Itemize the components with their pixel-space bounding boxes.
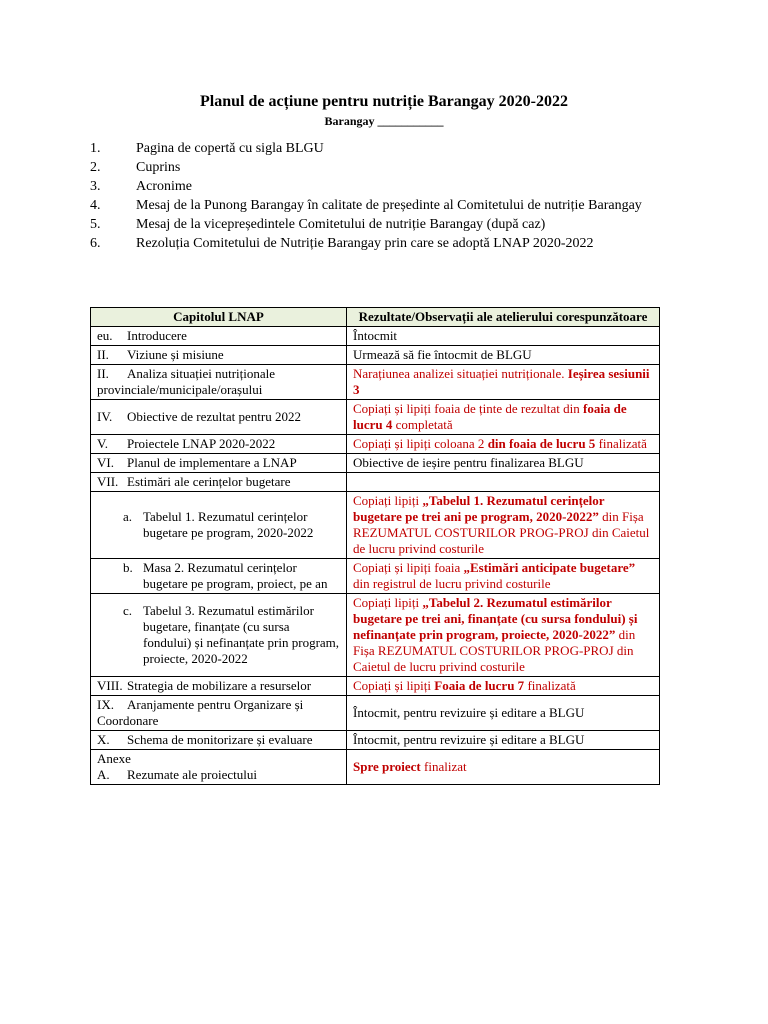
list-number: 2.	[90, 160, 101, 175]
list-number: 4.	[90, 198, 101, 213]
result-text: Copiați lipiți	[353, 493, 423, 508]
list-text: Cuprins	[136, 160, 181, 175]
list-text: Mesaj de la vicepreședintele Comitetului de nutriție Barangay (după caz)	[136, 217, 546, 232]
row-number: VIII.	[97, 678, 123, 693]
result-text: finalizată	[524, 678, 576, 693]
table-row	[91, 677, 660, 696]
result-emphasis: foaia de lucru 4	[353, 401, 627, 432]
column-header-chapter: Capitolul LNAP	[91, 308, 347, 327]
list-number: 1.	[90, 141, 101, 156]
lnap-table	[90, 307, 660, 785]
chapter-label: Strategia de mobilizare a resurselor	[127, 678, 312, 693]
row-number: II.	[97, 366, 109, 381]
chapter-label: Viziune și misiune	[127, 347, 224, 362]
list-text: Mesaj de la Punong Barangay în calitate de președinte al Comitetului de nutriție Barangay	[136, 198, 642, 213]
result-cell: Întocmit, pentru revizuire și editare a BLGU	[347, 696, 660, 731]
result-emphasis: „Tabelul 1. Rezumatul cerințelor bugetare pe trei ani pe program, 2020-2022”	[353, 493, 605, 524]
list-text: Acronime	[136, 179, 192, 194]
table-row	[91, 346, 660, 365]
result-cell	[347, 677, 660, 696]
chapter-cell	[91, 696, 347, 731]
document-title: Planul de acțiune pentru nutriție Barangay 2020-2022	[199, 93, 568, 110]
chapter-cell	[91, 400, 347, 435]
result-text: Copiați lipiți	[353, 595, 423, 610]
subitem-letter: c.	[123, 603, 133, 618]
table-header-row	[91, 308, 660, 327]
result-text: Copiați și lipiți coloana 2	[353, 436, 488, 451]
result-cell	[347, 435, 660, 454]
document-subtitle: Barangay ___________	[324, 114, 444, 128]
result-text: Copiați și lipiți foaia	[353, 560, 464, 575]
result-text: din Fișa REZUMATUL COSTURILOR PROG-PROJ din Caietul de lucru privind costurile	[353, 627, 636, 674]
subitem	[97, 509, 340, 541]
chapter-label: Tabelul 3. Rezumatul estimărilor bugetare, finanțate (cu sursa fondului) și nefinanțate prin program, proiecte, 2020-2022	[143, 603, 340, 666]
table-row	[91, 365, 660, 400]
result-text: Copiați și lipiți foaia de ținte de rezultat din	[353, 401, 583, 416]
result-emphasis: „Tabelul 2. Rezumatul estimărilor bugetare pe trei ani, finanțate (cu sursa fondului) și nefinanțate prin program, proiecte, 2020-2022”	[353, 595, 638, 642]
chapter-label: Masa 2. Rezumatul cerințelor bugetare pe program, proiect, pe an	[143, 560, 328, 591]
result-text: finalizat	[420, 759, 467, 774]
table-row	[91, 473, 660, 492]
list-number: 3.	[90, 179, 101, 194]
list-item	[90, 215, 650, 234]
row-number: IX.	[97, 697, 114, 712]
chapter-label: Estimări ale cerințelor bugetare	[127, 474, 291, 489]
table-row	[91, 435, 660, 454]
row-number: V.	[97, 436, 108, 451]
result-emphasis: Foaia de lucru 7	[434, 678, 525, 693]
list-item	[90, 234, 650, 253]
result-text: completată	[392, 417, 453, 432]
chapter-label: Introducere	[127, 328, 187, 343]
row-number: IV.	[97, 409, 113, 424]
table-row	[91, 327, 660, 346]
list-item	[90, 177, 650, 196]
row-number: VI.	[97, 455, 114, 470]
chapter-cell	[91, 454, 347, 473]
chapter-cell	[91, 346, 347, 365]
column-header-results: Rezultate/Observații ale atelierului corespunzătoare	[347, 308, 660, 327]
list-item	[90, 158, 650, 177]
list-number: 5.	[90, 217, 101, 232]
row-number: eu.	[97, 328, 113, 343]
chapter-cell	[91, 492, 347, 559]
row-number: A.	[97, 767, 110, 782]
table-row	[91, 594, 660, 677]
subitem-letter: a.	[123, 509, 133, 524]
table-row	[91, 559, 660, 594]
chapter-cell	[91, 435, 347, 454]
list-item	[90, 196, 650, 215]
list-text: Pagina de copertă cu sigla BLGU	[136, 141, 324, 156]
chapter-cell	[91, 594, 347, 677]
subitem	[97, 603, 340, 667]
result-text: finalizată	[595, 436, 647, 451]
result-emphasis: din foaia de lucru 5	[487, 436, 596, 451]
row-number: X.	[97, 732, 110, 747]
result-text: Narațiunea analizei situației nutriționale.	[353, 366, 568, 381]
table-row	[91, 731, 660, 750]
result-cell	[347, 365, 660, 400]
chapter-label: Obiective de rezultat pentru 2022	[127, 409, 301, 424]
chapter-label: Schema de monitorizare și evaluare	[127, 732, 313, 747]
chapter-label: Rezumate ale proiectului	[127, 767, 257, 782]
result-emphasis: Ieșirea sesiunii 3	[353, 366, 650, 397]
row-number: II.	[97, 347, 109, 362]
chapter-label: Aranjamente pentru Organizare și Coordonare	[97, 697, 304, 728]
subitem	[97, 560, 340, 592]
result-cell	[347, 750, 660, 785]
chapter-cell	[91, 365, 347, 400]
result-cell: Obiective de ieșire pentru finalizarea BLGU	[347, 454, 660, 473]
result-cell: Întocmit, pentru revizuire și editare a BLGU	[347, 731, 660, 750]
table-row	[91, 696, 660, 731]
chapter-cell	[91, 731, 347, 750]
chapter-label: Tabelul 1. Rezumatul cerințelor bugetare pe program, 2020-2022	[143, 509, 314, 540]
row-number: VII.	[97, 474, 119, 489]
chapter-cell	[91, 677, 347, 696]
result-emphasis: „Estimări anticipate bugetare”	[463, 560, 636, 575]
chapter-label: Analiza situației nutriționale provinciale/municipale/orașului	[97, 366, 276, 397]
table-row	[91, 454, 660, 473]
list-number: 6.	[90, 236, 101, 251]
chapter-label: Planul de implementare a LNAP	[127, 455, 297, 470]
result-cell	[347, 492, 660, 559]
result-text: din Fișa REZUMATUL COSTURILOR PROG-PROJ din Caietul de lucru privind costurile	[353, 509, 650, 556]
chapter-cell	[91, 750, 347, 785]
table-row	[91, 400, 660, 435]
result-cell	[347, 559, 660, 594]
annex-heading: Anexe	[97, 751, 131, 766]
list-text: Rezoluția Comitetului de Nutriție Barangay prin care se adoptă LNAP 2020-2022	[136, 236, 594, 251]
chapter-cell	[91, 327, 347, 346]
chapter-cell	[91, 559, 347, 594]
table-row	[91, 750, 660, 785]
table-row	[91, 492, 660, 559]
subitem-letter: b.	[123, 560, 133, 575]
result-cell	[347, 473, 660, 492]
result-text: din registrul de lucru privind costurile	[353, 576, 551, 591]
result-cell	[347, 400, 660, 435]
result-cell: Întocmit	[347, 327, 660, 346]
result-cell: Urmează să fie întocmit de BLGU	[347, 346, 660, 365]
chapter-label: Proiectele LNAP 2020-2022	[127, 436, 276, 451]
contents-list	[90, 139, 650, 253]
list-item	[90, 139, 650, 158]
result-text: Copiați și lipiți	[353, 678, 435, 693]
result-emphasis: Spre proiect	[353, 759, 421, 774]
result-cell	[347, 594, 660, 677]
chapter-cell	[91, 473, 347, 492]
